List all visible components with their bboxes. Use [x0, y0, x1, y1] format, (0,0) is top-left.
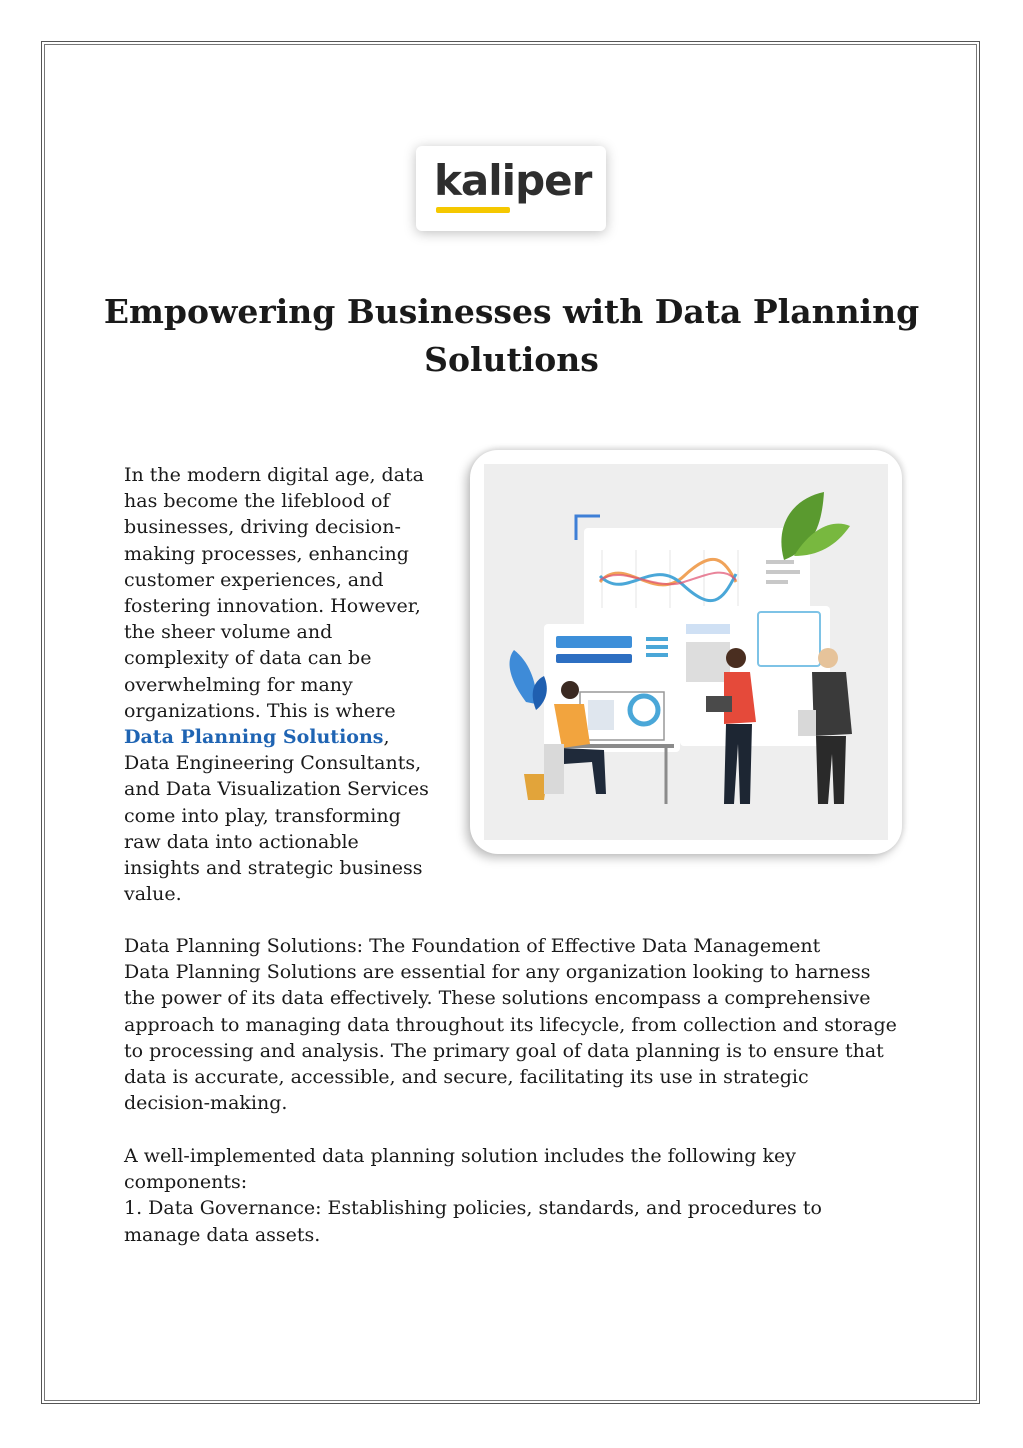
- list-item: 1. Data Governance: Establishing policies, standards, and procedures to manage data assets.: [124, 1197, 822, 1246]
- intro-text-end: , Data Engineering Consultants, and Data Visualization Services come into play, transforming raw data into actionable insights and strategic business value.: [124, 726, 429, 906]
- kaliper-logo: [416, 146, 606, 231]
- standing-person-grey: [818, 648, 838, 668]
- plant-icon: [510, 650, 537, 704]
- logo-wordmark: kaliper: [434, 156, 592, 205]
- section-lead: A well-implemented data planning solution includes the following key components:: [124, 1145, 796, 1194]
- standing-person-red: [726, 648, 746, 668]
- section-body: Data Planning Solutions are essential for any organization looking to harness the power of its data effectively. These solutions encompass a comprehensive approach to managing data throughout its lifecycle, from collection and storage to processing and analysis. The primary goal of data planning is to ensure that data is accurate, accessible, and secure, facilitating its use in strategic decision-making.: [124, 961, 897, 1115]
- data-planning-solutions-link[interactable]: Data Planning Solutions: [124, 726, 384, 749]
- analytics-team-illustration: [470, 450, 902, 854]
- seated-person: [561, 681, 579, 699]
- section-1: [124, 933, 899, 1116]
- section-2: [124, 1143, 899, 1248]
- logo-underline: [436, 207, 510, 213]
- intro-text-start: In the modern digital age, data has become the lifeblood of businesses, driving decision-making processes, enhancing customer experiences, and fostering innovation. However, the sheer volume and complexity of data can be overwhelming for many organizations. This is where: [124, 464, 424, 722]
- illustration-svg: [484, 464, 888, 840]
- page-title: Empowering Businesses with Data Planning Solutions: [103, 292, 920, 379]
- section-heading: Data Planning Solutions: The Foundation of Effective Data Management: [124, 935, 821, 957]
- intro-paragraph: [124, 462, 434, 907]
- illustration-background: [484, 464, 888, 840]
